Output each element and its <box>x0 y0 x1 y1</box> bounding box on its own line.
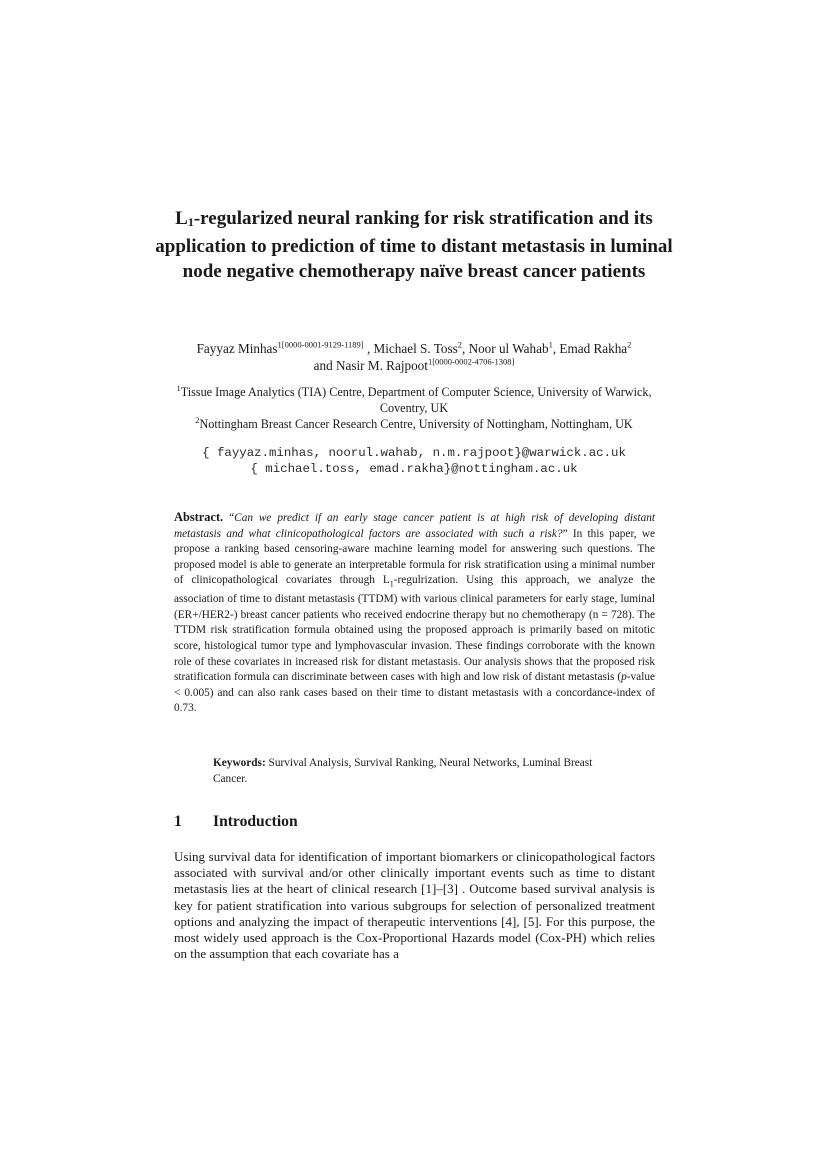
abstract: Abstract. “Can we predict if an early stage cancer patient is at high risk of developing distant metastasis and what clinicopathological factors are associated with such a risk?” In this paper, we propose a ranking based censoring-aware machine learning model for answering such questions. The proposed model is able to generate an interpretable formula for risk stratification using a minimal number of clinicopathological covariates through $L_1$-regulrization. Using this approach, we analyze the association of time to distant metastasis (TTDM) with various clinical parameters for early stage, luminal (ER+/HER2-) breast cancer patients who received endocrine therapy but no chemotherapy (n = 728). The TTDM risk stratification formula obtained using the proposed approach is primarily based on mitotic score, histological tumor type and lymphovascular invasion. These findings corroborate with the known role of these covariates in increased risk for distant metastasis. Our analysis shows that the proposed risk stratification formula can discriminate between cases with high and low risk of distant metastasis (p-value < 0.005) and can also rank cases based on their time to distant metastasis with a concordance-index of 0.73. <box>174 510 656 715</box>
author-name: Fayyaz Minhas <box>196 341 278 356</box>
affiliation-2: $^2$Nottingham Breast Cancer Research Centre, University of Nottingham, Nottingham, UK <box>195 414 633 431</box>
author-name: , Emad Rakha <box>552 341 628 356</box>
abstract-question: Can we predict if an early stage cancer patient is at high risk of developing distant metastasis and what clinicopathological factors are associated with such a risk? <box>174 512 655 540</box>
keywords: Keywords: Survival Analysis, Survival Ranking, Neural Networks, Luminal Breast Cancer. <box>213 757 593 785</box>
intro-paragraph: Using survival data for identification of important biomarkers or clinicopathological factors associated with survival and/or other clinically important events such as time to distant metastasis lies at the heart of clinical research [1]–[3] . Outcome based survival analysis is key for patient stratification into various subgroups for selection of personalized treatment options and analyzing the impact of therapeutic interventions [4], [5]. For this purpose, the most widely used approach is the Cox-Proportional Hazards model (Cox-PH) which relies on the assumption that each covariate has a <box>174 849 655 962</box>
author-emails <box>150 445 678 477</box>
affiliations <box>165 384 663 432</box>
section-title: Introduction <box>213 813 298 830</box>
author-name: and Nasir M. Rajpoot <box>313 358 428 373</box>
paper-title: L1-regularized neural ranking for risk stratification and its application to prediction of time to distant metastasis in luminal node negative chemotherapy naïve breast cancer patients <box>155 208 673 282</box>
section-heading <box>174 813 298 831</box>
author-affiliation-marker: 2 <box>627 339 632 350</box>
email-line: { fayyaz.minhas, noorul.wahab, n.m.rajpoot}@warwick.ac.uk <box>202 446 626 460</box>
email-line: { michael.toss, emad.rakha}@nottingham.ac.uk <box>250 462 578 476</box>
abstract-label: Abstract. <box>174 510 224 524</box>
author-affiliation-marker: 1[0000-0001-9129-1189] <box>277 339 364 350</box>
author-affiliation-marker: 2 <box>457 339 462 350</box>
author-affiliation-marker: 1[0000-0002-4706-1308] <box>427 356 515 367</box>
keywords-label: Keywords: <box>213 757 266 769</box>
author-name: , Michael S. Toss <box>363 341 458 356</box>
section-number: 1 <box>174 813 182 830</box>
author-name: , Noor ul Wahab <box>461 341 549 356</box>
affiliation-1: $^1$Tissue Image Analytics (TIA) Centre, Department of Computer Science, University of Warwick, Coventry, UK <box>176 382 652 415</box>
author-list <box>150 340 678 374</box>
author-affiliation-marker: 1 <box>548 339 553 350</box>
